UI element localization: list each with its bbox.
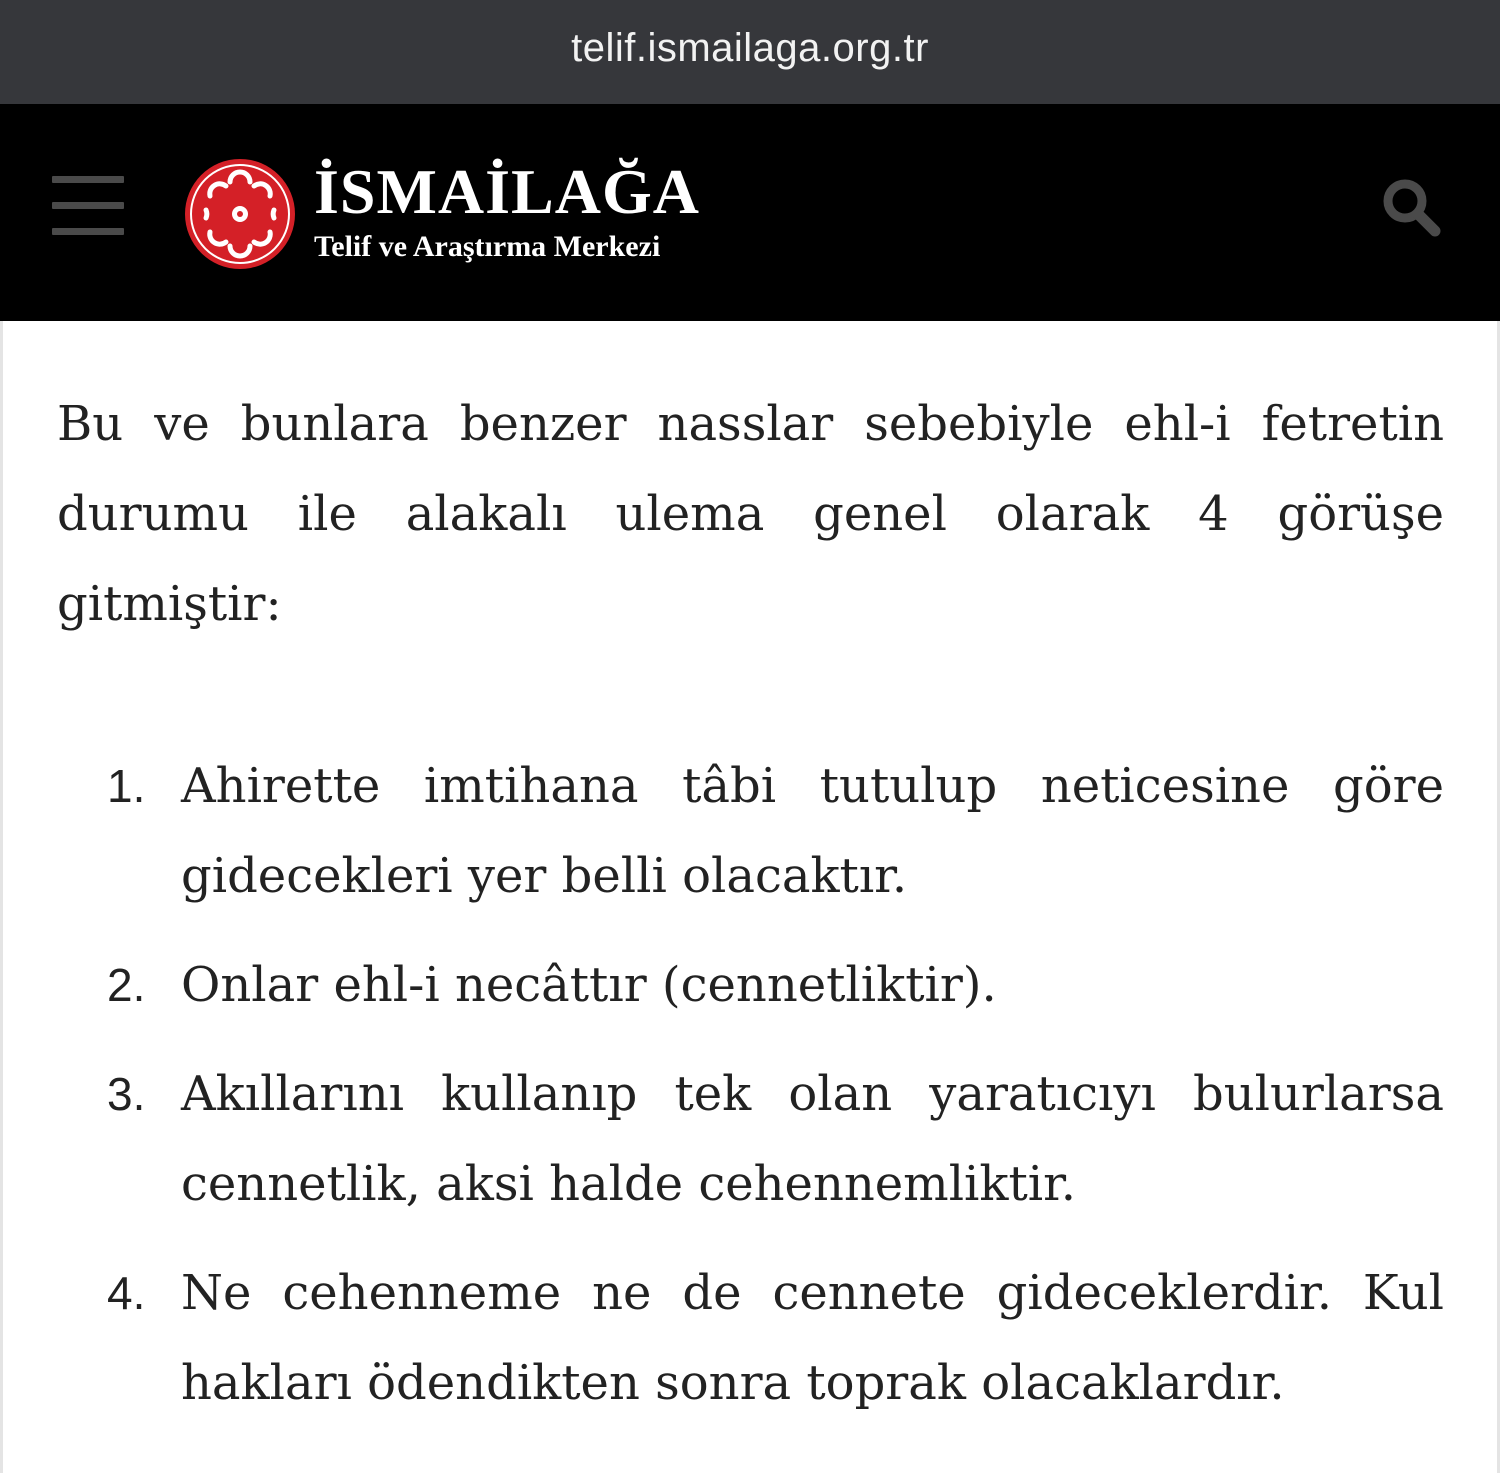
browser-address-bar[interactable] <box>0 0 1500 104</box>
logo-subtitle: Telif ve Araştırma Merkezi <box>314 230 661 263</box>
list-item-number: 3. <box>107 1068 146 1120</box>
list-item-number: 4. <box>107 1267 146 1319</box>
list-item-number: 2. <box>107 959 146 1011</box>
site-logo[interactable] <box>184 158 704 270</box>
list-item <box>57 1248 1444 1428</box>
list-item <box>57 940 1444 1030</box>
search-icon[interactable] <box>1380 176 1442 238</box>
list-item-number: 1. <box>107 760 146 812</box>
hamburger-menu-icon[interactable] <box>52 176 124 238</box>
list-item <box>57 741 1444 921</box>
site-header <box>0 104 1500 321</box>
url-text[interactable]: telif.ismailaga.org.tr <box>571 25 929 70</box>
article-intro-paragraph: Bu ve bunlara benzer nasslar sebebiyle ehl-i fetretin durumu ile alakalı ulema genel olarak 4 görüşe gitmiştir: <box>57 396 1444 632</box>
list-item-text: Ne cehenneme ne de cennete gideceklerdir. Kul hakları ödendikten sonra toprak olacaklardır. <box>181 1265 1444 1411</box>
ismailaga-emblem-icon <box>184 158 296 270</box>
logo-title: İSMAİLAĞA <box>314 156 700 227</box>
list-item-text: Onlar ehl-i necâttır (cennetliktir). <box>181 957 997 1013</box>
opinions-list <box>57 741 1444 1447</box>
list-item-text: Akıllarını kullanıp tek olan yaratıcıyı bulurlarsa cennetlik, aksi halde cehennemliktir. <box>181 1066 1444 1212</box>
article-content <box>0 321 1500 1473</box>
list-item <box>57 1049 1444 1229</box>
list-item-text: Ahirette imtihana tâbi tutulup neticesine göre gidecekleri yer belli olacaktır. <box>181 758 1444 904</box>
